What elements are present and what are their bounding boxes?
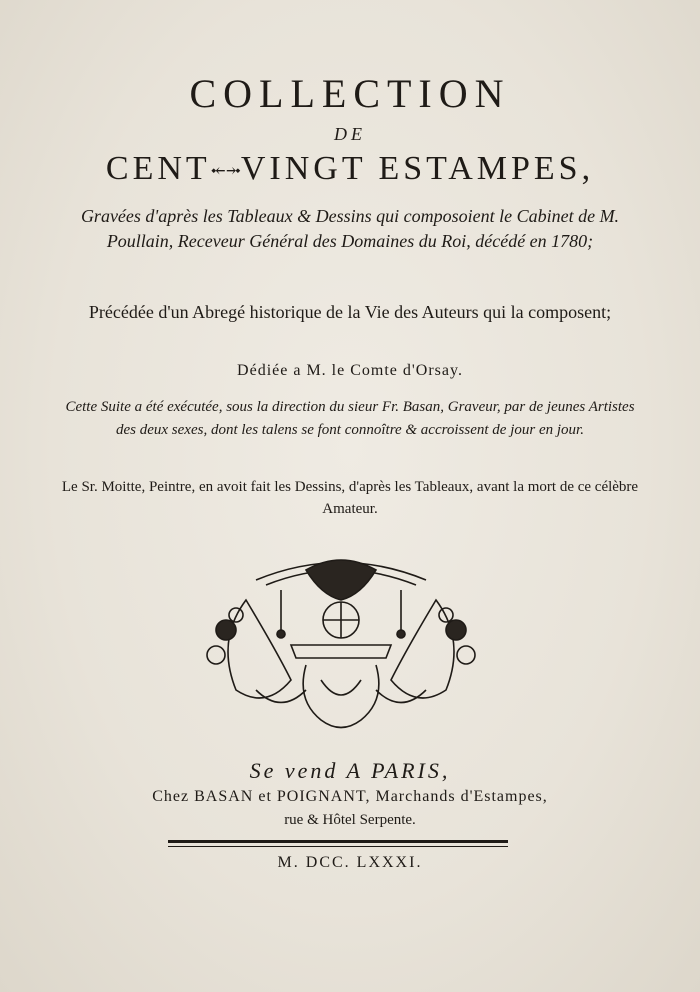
- title-cent-vingt: [0, 150, 700, 188]
- ornamental-vignette-icon: [196, 540, 486, 740]
- title-de: DE: [334, 124, 366, 144]
- dedication: Dédiée a M. le Comte d'Orsay.: [237, 362, 463, 379]
- divider-thick: [168, 840, 508, 843]
- subtitle: Gravées d'après les Tableaux & Dessins qui composoient le Cabinet de M. Poullain, Receveur Général des Domaines du Roi, décédé en 1780;: [80, 206, 620, 251]
- title-vingt-estampes: VINGT ESTAMPES,: [240, 150, 595, 187]
- title-cent: CENT: [105, 150, 211, 187]
- imprint-address: rue & Hôtel Serpente.: [284, 812, 416, 828]
- suite-note: Cette Suite a été exécutée, sous la direction du sieur Fr. Basan, Graveur, par de jeunes Artistes des deux sexes, dont les talens se font connoître & accroissent de jour en jour.: [65, 399, 635, 438]
- imprint-city: Se vend A PARIS,: [249, 758, 451, 783]
- title-collection: COLLECTION: [189, 71, 511, 116]
- divider-thin: [168, 846, 508, 847]
- imprint-publisher: Chez BASAN et POIGNANT, Marchands d'Estampes,: [152, 788, 548, 805]
- ornament-dash-icon: ⤝⤞: [210, 160, 241, 181]
- publication-date: M. DCC. LXXXI.: [277, 854, 423, 871]
- moitte-note: Le Sr. Moitte, Peintre, en avoit fait les Dessins, d'après les Tableaux, avant la mort de ce célèbre Amateur.: [61, 479, 639, 517]
- preface: Précédée d'un Abregé historique de la Vie des Auteurs qui la composent;: [88, 302, 612, 322]
